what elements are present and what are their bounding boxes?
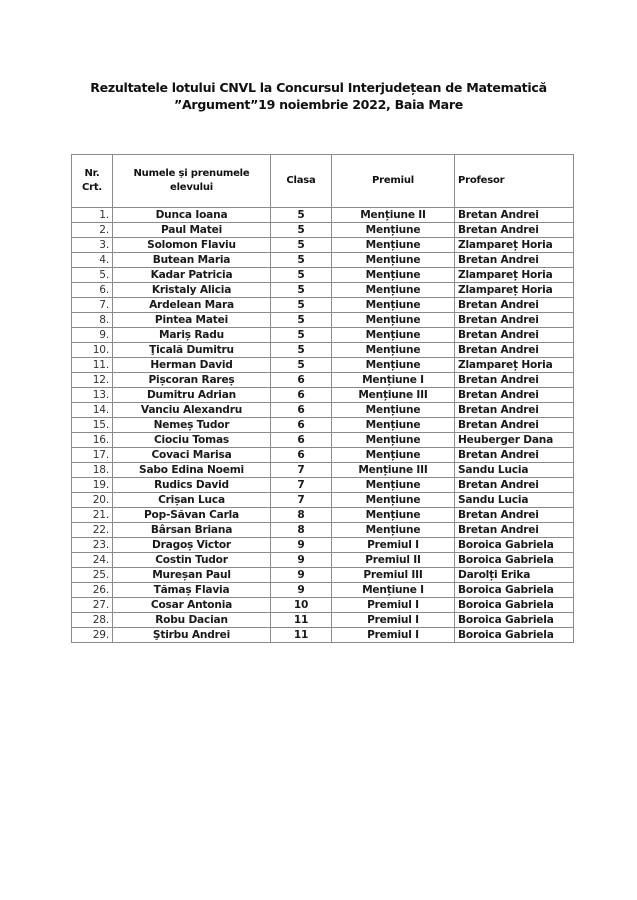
table-row — [72, 568, 574, 583]
cell-student-name: Pișcoran Rareș — [113, 373, 271, 388]
cell-student-name: Robu Dacian — [113, 613, 271, 628]
cell-nr: 5. — [72, 268, 113, 283]
cell-student-name: Sabo Edina Noemi — [113, 463, 271, 478]
cell-clasa: 11 — [271, 613, 332, 628]
table-row — [72, 628, 574, 643]
cell-clasa: 6 — [271, 418, 332, 433]
table-row — [72, 238, 574, 253]
cell-profesor: Sandu Lucia — [455, 493, 574, 508]
cell-clasa: 5 — [271, 238, 332, 253]
cell-profesor: Boroica Gabriela — [455, 598, 574, 613]
cell-nr: 9. — [72, 328, 113, 343]
cell-profesor: Boroica Gabriela — [455, 613, 574, 628]
cell-nr: 13. — [72, 388, 113, 403]
cell-premiul: Mențiune I — [332, 373, 455, 388]
cell-clasa: 5 — [271, 208, 332, 223]
cell-premiul: Mențiune — [332, 508, 455, 523]
cell-clasa: 6 — [271, 448, 332, 463]
cell-profesor: Heuberger Dana — [455, 433, 574, 448]
cell-student-name: Herman David — [113, 358, 271, 373]
table-row — [72, 253, 574, 268]
cell-premiul: Mențiune — [332, 223, 455, 238]
cell-nr: 26. — [72, 583, 113, 598]
header-nr-line1: Nr. — [84, 168, 100, 179]
cell-student-name: Cosar Antonia — [113, 598, 271, 613]
cell-profesor: Bretan Andrei — [455, 388, 574, 403]
cell-nr: 8. — [72, 313, 113, 328]
table-row — [72, 298, 574, 313]
cell-clasa: 5 — [271, 343, 332, 358]
cell-student-name: Pop-Săvan Carla — [113, 508, 271, 523]
table-row — [72, 463, 574, 478]
cell-profesor: Boroica Gabriela — [455, 538, 574, 553]
header-nr-crt — [72, 155, 113, 208]
table-row — [72, 613, 574, 628]
cell-nr: 7. — [72, 298, 113, 313]
cell-nr: 14. — [72, 403, 113, 418]
cell-student-name: Ţicală Dumitru — [113, 343, 271, 358]
cell-student-name: Solomon Flaviu — [113, 238, 271, 253]
cell-student-name: Butean Maria — [113, 253, 271, 268]
cell-premiul: Premiul I — [332, 613, 455, 628]
cell-student-name: Kadar Patricia — [113, 268, 271, 283]
table-row — [72, 388, 574, 403]
cell-clasa: 5 — [271, 223, 332, 238]
table-row — [72, 508, 574, 523]
cell-premiul: Mențiune — [332, 298, 455, 313]
table-row — [72, 448, 574, 463]
cell-nr: 10. — [72, 343, 113, 358]
cell-nr: 4. — [72, 253, 113, 268]
cell-premiul: Premiul I — [332, 628, 455, 643]
cell-clasa: 9 — [271, 553, 332, 568]
cell-premiul: Mențiune — [332, 253, 455, 268]
cell-profesor: Bretan Andrei — [455, 223, 574, 238]
cell-nr: 29. — [72, 628, 113, 643]
cell-premiul: Mențiune — [332, 418, 455, 433]
table-row — [72, 283, 574, 298]
cell-profesor: Bretan Andrei — [455, 313, 574, 328]
cell-premiul: Premiul II — [332, 553, 455, 568]
cell-premiul: Mențiune II — [332, 208, 455, 223]
cell-profesor: Bretan Andrei — [455, 523, 574, 538]
cell-nr: 25. — [72, 568, 113, 583]
cell-clasa: 6 — [271, 388, 332, 403]
cell-profesor: Bretan Andrei — [455, 343, 574, 358]
table-row — [72, 598, 574, 613]
cell-clasa: 5 — [271, 358, 332, 373]
cell-profesor: Bretan Andrei — [455, 403, 574, 418]
cell-clasa: 5 — [271, 298, 332, 313]
cell-profesor: Boroica Gabriela — [455, 628, 574, 643]
table-row — [72, 328, 574, 343]
cell-clasa: 10 — [271, 598, 332, 613]
cell-nr: 15. — [72, 418, 113, 433]
table-row — [72, 208, 574, 223]
document-title-line-1: Rezultatele lotului CNVL la Concursul Interjudețean de Matematică — [90, 80, 547, 95]
cell-nr: 11. — [72, 358, 113, 373]
cell-premiul: Mențiune III — [332, 388, 455, 403]
cell-clasa: 7 — [271, 478, 332, 493]
cell-student-name: Bârsan Briana — [113, 523, 271, 538]
cell-student-name: Kristaly Alicia — [113, 283, 271, 298]
table-row — [72, 418, 574, 433]
header-name-line2: elevului — [169, 182, 213, 193]
cell-student-name: Dumitru Adrian — [113, 388, 271, 403]
cell-premiul: Mențiune — [332, 448, 455, 463]
cell-premiul: Mențiune — [332, 238, 455, 253]
cell-clasa: 6 — [271, 373, 332, 388]
cell-profesor: Bretan Andrei — [455, 478, 574, 493]
cell-premiul: Mențiune — [332, 328, 455, 343]
cell-nr: 28. — [72, 613, 113, 628]
cell-premiul: Mențiune — [332, 478, 455, 493]
cell-student-name: Mariș Radu — [113, 328, 271, 343]
cell-clasa: 9 — [271, 583, 332, 598]
table-row — [72, 268, 574, 283]
cell-profesor: Sandu Lucia — [455, 463, 574, 478]
table-row — [72, 358, 574, 373]
cell-profesor: Bretan Andrei — [455, 298, 574, 313]
cell-nr: 24. — [72, 553, 113, 568]
cell-premiul: Mențiune — [332, 268, 455, 283]
cell-profesor: Bretan Andrei — [455, 448, 574, 463]
cell-clasa: 8 — [271, 508, 332, 523]
cell-nr: 3. — [72, 238, 113, 253]
cell-student-name: Mureșan Paul — [113, 568, 271, 583]
table-row — [72, 403, 574, 418]
cell-student-name: Ardelean Mara — [113, 298, 271, 313]
header-name-line1: Numele și prenumele — [133, 168, 250, 179]
cell-profesor: Bretan Andrei — [455, 328, 574, 343]
cell-nr: 21. — [72, 508, 113, 523]
cell-profesor: Zlampareț Horia — [455, 268, 574, 283]
table-row — [72, 343, 574, 358]
cell-premiul: Mențiune — [332, 433, 455, 448]
cell-profesor: Boroica Gabriela — [455, 583, 574, 598]
cell-premiul: Mențiune — [332, 343, 455, 358]
cell-profesor: Zlampareț Horia — [455, 358, 574, 373]
table-row — [72, 433, 574, 448]
cell-clasa: 6 — [271, 403, 332, 418]
table-row — [72, 478, 574, 493]
cell-clasa: 5 — [271, 328, 332, 343]
cell-profesor: Bretan Andrei — [455, 508, 574, 523]
cell-nr: 22. — [72, 523, 113, 538]
cell-student-name: Ciociu Tomas — [113, 433, 271, 448]
cell-profesor: Bretan Andrei — [455, 208, 574, 223]
cell-student-name: Vanciu Alexandru — [113, 403, 271, 418]
cell-clasa: 9 — [271, 538, 332, 553]
cell-student-name: Crișan Luca — [113, 493, 271, 508]
cell-premiul: Premiul I — [332, 598, 455, 613]
cell-nr: 27. — [72, 598, 113, 613]
cell-student-name: Pintea Matei — [113, 313, 271, 328]
table-row — [72, 583, 574, 598]
document-title-line-2: ”Argument”19 noiembrie 2022, Baia Mare — [173, 97, 464, 112]
cell-clasa: 9 — [271, 568, 332, 583]
table-row — [72, 538, 574, 553]
cell-profesor: Zlampareț Horia — [455, 283, 574, 298]
header-name — [113, 155, 271, 208]
cell-student-name: Paul Matei — [113, 223, 271, 238]
cell-student-name: Rudics David — [113, 478, 271, 493]
header-clasa: Clasa — [271, 155, 332, 208]
table-body — [72, 208, 574, 643]
cell-clasa: 5 — [271, 268, 332, 283]
cell-profesor: Zlampareț Horia — [455, 238, 574, 253]
table-row — [72, 223, 574, 238]
cell-student-name: Covaci Marisa — [113, 448, 271, 463]
table-row — [72, 373, 574, 388]
results-table — [71, 154, 574, 643]
cell-premiul: Mențiune — [332, 313, 455, 328]
cell-nr: 12. — [72, 373, 113, 388]
cell-clasa: 7 — [271, 493, 332, 508]
cell-profesor: Boroica Gabriela — [455, 553, 574, 568]
cell-premiul: Mențiune — [332, 403, 455, 418]
cell-clasa: 5 — [271, 253, 332, 268]
cell-premiul: Premiul I — [332, 538, 455, 553]
cell-premiul: Mențiune — [332, 523, 455, 538]
cell-student-name: Costin Tudor — [113, 553, 271, 568]
table-row — [72, 313, 574, 328]
cell-nr: 6. — [72, 283, 113, 298]
cell-clasa: 7 — [271, 463, 332, 478]
cell-student-name: Dragoș Victor — [113, 538, 271, 553]
cell-premiul: Premiul III — [332, 568, 455, 583]
cell-nr: 16. — [72, 433, 113, 448]
cell-profesor: Darolți Erika — [455, 568, 574, 583]
cell-profesor: Bretan Andrei — [455, 418, 574, 433]
header-premiul: Premiul — [332, 155, 455, 208]
cell-premiul: Mențiune — [332, 493, 455, 508]
cell-premiul: Mențiune III — [332, 463, 455, 478]
cell-clasa: 11 — [271, 628, 332, 643]
cell-student-name: Ştirbu Andrei — [113, 628, 271, 643]
cell-nr: 17. — [72, 448, 113, 463]
cell-nr: 1. — [72, 208, 113, 223]
header-profesor: Profesor — [455, 155, 574, 208]
cell-nr: 2. — [72, 223, 113, 238]
header-nr-line2: Crt. — [81, 182, 103, 193]
cell-student-name: Tămaș Flavia — [113, 583, 271, 598]
table-row — [72, 493, 574, 508]
cell-premiul: Mențiune — [332, 283, 455, 298]
table-row — [72, 553, 574, 568]
cell-clasa: 6 — [271, 433, 332, 448]
cell-nr: 20. — [72, 493, 113, 508]
cell-profesor: Bretan Andrei — [455, 373, 574, 388]
table-header-row — [72, 155, 574, 208]
cell-student-name: Nemeș Tudor — [113, 418, 271, 433]
cell-profesor: Bretan Andrei — [455, 253, 574, 268]
cell-premiul: Mențiune — [332, 358, 455, 373]
cell-nr: 18. — [72, 463, 113, 478]
cell-premiul: Mențiune I — [332, 583, 455, 598]
cell-clasa: 5 — [271, 313, 332, 328]
cell-clasa: 8 — [271, 523, 332, 538]
cell-clasa: 5 — [271, 283, 332, 298]
cell-nr: 23. — [72, 538, 113, 553]
table-row — [72, 523, 574, 538]
cell-nr: 19. — [72, 478, 113, 493]
cell-student-name: Dunca Ioana — [113, 208, 271, 223]
